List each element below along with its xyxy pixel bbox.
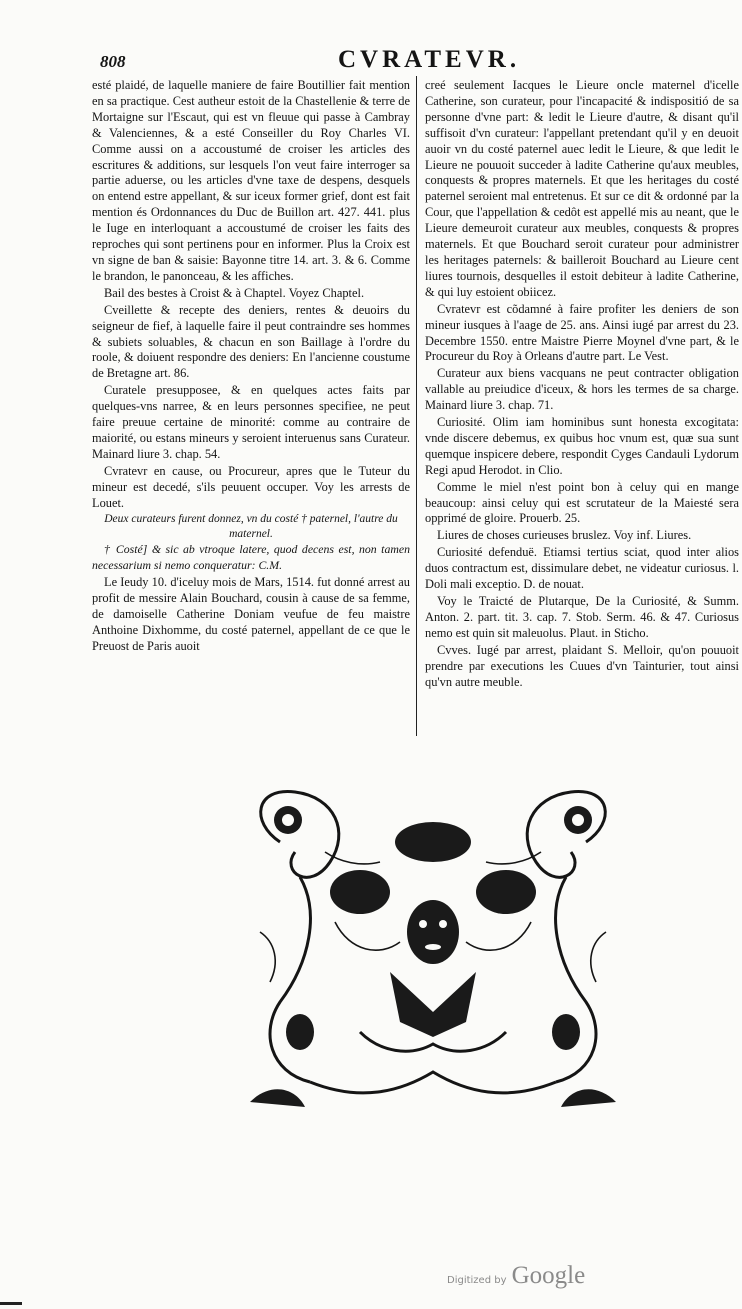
paragraph: Cveillette & recepte des deniers, rentes & deuoirs du seigneur de fief, à laquelle faire il peut contraindre ses hommes & subiets soluables, & chacun en son Baillage à l'ordre du roole, & doiuent respondre des deniers: En l'ancienne coustume de Bretagne art. 86. (92, 302, 410, 381)
corner-mark (0, 1302, 22, 1305)
marginal-note: † Costé] & sic ab vtroque latere, quod decens est, non tamen necessarium si nemo conqueratur: C.M. (92, 542, 410, 573)
paragraph: Curiosité defenduë. Etiamsi tertius sciat, quod inter alios duos contractum est, dissimulare debet, ne videatur curiosus. l. Doli mali exceptio. D. de nouat. (425, 545, 739, 592)
paragraph: Curatele presupposee, & en quelques actes faits par quelques-vns narree, & en leurs personnes specifiee, ne peut faire preuue certaine de minorité: comme au contraire de maiorité, ou estans mineurs y seroient interuenus sans Curateur. Mainard liure 3. chap. 54. (92, 383, 410, 461)
paragraph: Cvves. Iugé par arrest, plaidant S. Melloir, qu'on pouuoit prendre par executions les Cuues d'vn Tainturier, tout ainsi qu'vn autre meuble. (425, 642, 739, 689)
paragraph: Cvratevr est cõdamné à faire profiter les deniers de son mineur iusques à l'aage de 25. ans. Ainsi iugé par arrest du 23. Decembre 1550. entre Maistre Pierre Moynel d'vne part, & le Procureur du Roy à Orleans d'autre part. Le Vest. (425, 301, 739, 364)
paragraph: esté plaidé, de laquelle maniere de faire Boutillier fait mention en sa practique. Cest autheur estoit de la Chastellenie & terre de Mortaigne sur l'Escaut, qui est vn fleuue qui passe à Cambray & Valenciennes, & a esté Conseiller du Roy Charles VI. Comme aussi on a accoustumé de croiser les articles des escritures & additions, sur lesquels l'on veut faire interroger sa partie aduerse, ou les articles d'vne taxe de despens, desquels on entend estre appellant, & sur iceux former grief, dont est fait mention és Ordonnances du Duc de Buillon art. 427. 441. plus le Iuge en interloquant a accoustumé de croiser les faits des reproches qui sont pertinens pour en informer. Plus la Croix est vn signe de ban & saisie: Bayonne titre 14. art. 3. & 6. Comme le brandon, le panonceau, & les affiches. (92, 78, 410, 283)
paragraph: creé seulement Iacques le Lieure oncle maternel d'icelle Catherine, son curateur, pour l'incapacité & indispositió de sa personne d'vne part: & ledit le Lieure d'autre, & disant qu'il suffisoit d'vn curateur: l'appellant pretendant qu'il y en deuoit auoir vn du costé paternel auec ledit le Lieure, & que ledit le Lieure ne pouuoit succeder à ladite Catherine qu'aux meubles, conquests & propres maternels. Et que les heritages du costé paternel seroient mal entretenus. Et sur ce dit & ordonné par la Cour, que l'appellation & cedôt est appellé mis au neant, que le Lieure demeuroit curateur aux meubles, conquests & propres maternels. Et que Bouchard seroit curateur pour administrer les heritages paternels: & bailleroit Bouchard au Lieure cent liures tournois, desquelles il estoit debiteur à ladite Catherine, & qui luy estoient obiicez. (425, 78, 739, 299)
paragraph: Le Ieudy 10. d'iceluy mois de Mars, 1514. fut donné arrest au profit de messire Alain Bouchard, cousin à cause de sa femme, de damoiselle Catherine Doniam veufue de feu maistre Anthoine Dixhomme, du costé paternel, appellant de ce que le Preuost de Paris auoit (92, 575, 410, 653)
paragraph: Cvratevr en cause, ou Procureur, apres que le Tuteur du mineur est decedé, s'ils peuuent occuper. Voy les arrests de Louet. (92, 463, 410, 510)
paragraph: Comme le miel n'est point bon à celuy qui en mange beaucoup: ainsi celuy qui est scrutateur de la Maiesté sera opprimé de gloire. Prouerb. 25. (425, 479, 739, 526)
paragraph: Liures de choses curieuses bruslez. Voy inf. Liures. (437, 528, 692, 543)
page-number: 808 (100, 52, 126, 71)
running-head: CVRATEVR. (338, 46, 521, 73)
paragraph: Curateur aux biens vacquans ne peut contracter obligation vallable au preiudice d'iceux, & hors les termes de sa charge. Mainard liure 3. chap. 71. (425, 366, 739, 413)
left-column (92, 78, 410, 656)
paragraph: Curiosité. Olim iam hominibus sunt honesta excogitata: vnde discere debemus, ex quibus hoc vnum est, quæ sua sunt quemque inspicere debere, respondit Cyges Candauli Lydorum Regi apud Herodot. in Clio. (425, 415, 739, 477)
google-logo: Google (511, 1262, 586, 1289)
google-watermark (447, 1262, 585, 1290)
tailpiece-ornament-icon (240, 782, 626, 1114)
paragraph: Bail des bestes à Croist & à Chaptel. Voyez Chaptel. (104, 285, 365, 300)
column-divider (416, 76, 417, 736)
watermark-caption: Digitized by (447, 1275, 507, 1286)
note-heading: Deux curateurs furent donnez, vn du costé † paternel, l'autre du maternel. (104, 513, 398, 540)
right-column (425, 78, 739, 691)
paragraph: Voy le Traicté de Plutarque, De la Curiosité, & Summ. Anton. 2. part. tit. 3. cap. 7. Stob. Serm. 46. & 47. Curiosus nemo est quin sit maleuolus. Plaut. in Sticho. (425, 594, 739, 640)
